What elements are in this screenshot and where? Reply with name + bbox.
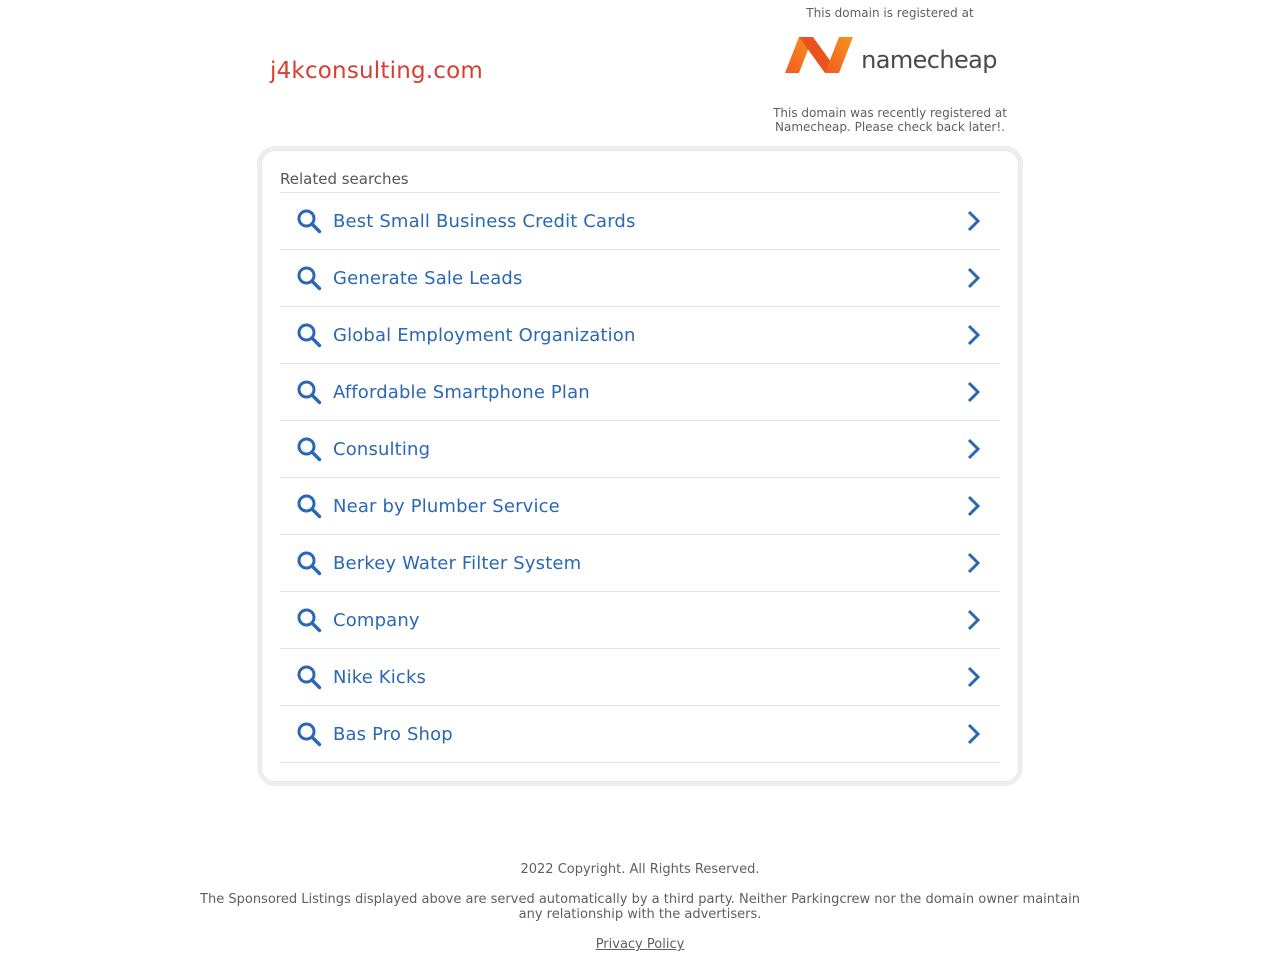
- search-icon: [296, 721, 322, 747]
- footer: [0, 862, 1280, 952]
- related-search-item[interactable]: [280, 592, 1000, 649]
- namecheap-logo-text: namecheap: [861, 46, 997, 74]
- related-search-label: Near by Plumber Service: [333, 495, 560, 517]
- namecheap-logo[interactable]: [760, 28, 1020, 86]
- related-search-label: Nike Kicks: [333, 666, 427, 688]
- search-icon: [296, 322, 322, 348]
- related-search-item[interactable]: [280, 649, 1000, 706]
- related-searches-card: [257, 146, 1023, 786]
- related-search-label: Company: [333, 609, 420, 631]
- related-search-label: Affordable Smartphone Plan: [333, 381, 590, 403]
- related-search-label: Berkey Water Filter System: [333, 552, 582, 574]
- chevron-right-icon: [966, 552, 982, 574]
- copyright-text: 2022 Copyright. All Rights Reserved.: [520, 862, 760, 877]
- search-icon: [296, 436, 322, 462]
- disclaimer-text: The Sponsored Listings displayed above are served automatically by a third party. Neither Parkingcrew nor the domain owner maintain any relationship with the advertisers.: [200, 892, 1080, 922]
- chevron-right-icon: [966, 381, 982, 403]
- related-search-item[interactable]: [280, 307, 1000, 364]
- related-search-item[interactable]: [280, 706, 1000, 763]
- related-searches-heading: Related searches: [280, 170, 409, 188]
- chevron-right-icon: [966, 666, 982, 688]
- chevron-right-icon: [966, 609, 982, 631]
- search-icon: [296, 493, 322, 519]
- related-search-label: Global Employment Organization: [333, 324, 636, 346]
- privacy-policy-link[interactable]: Privacy Policy: [595, 937, 685, 952]
- search-icon: [296, 664, 322, 690]
- registrar-panel: [760, 0, 1020, 134]
- related-search-item[interactable]: [280, 250, 1000, 307]
- chevron-right-icon: [966, 438, 982, 460]
- related-searches-list: [280, 192, 1000, 763]
- related-search-label: Generate Sale Leads: [333, 267, 523, 289]
- related-search-label: Best Small Business Credit Cards: [333, 210, 636, 232]
- chevron-right-icon: [966, 495, 982, 517]
- search-icon: [296, 208, 322, 234]
- chevron-right-icon: [966, 210, 982, 232]
- chevron-right-icon: [966, 723, 982, 745]
- registration-note: This domain was recently registered at Namecheap. Please check back later!.: [773, 106, 1007, 134]
- namecheap-n-logo-icon: [783, 35, 855, 79]
- related-search-label: Bas Pro Shop: [333, 723, 453, 745]
- related-search-label: Consulting: [333, 438, 431, 460]
- registered-at-text: This domain is registered at: [806, 6, 974, 20]
- related-search-item[interactable]: [280, 364, 1000, 421]
- related-search-item[interactable]: [280, 421, 1000, 478]
- domain-title: j4kconsulting.com: [270, 58, 484, 84]
- search-icon: [296, 265, 322, 291]
- search-icon: [296, 379, 322, 405]
- related-search-item[interactable]: [280, 478, 1000, 535]
- related-search-item[interactable]: [280, 535, 1000, 592]
- chevron-right-icon: [966, 267, 982, 289]
- related-search-item[interactable]: [280, 193, 1000, 250]
- search-icon: [296, 607, 322, 633]
- search-icon: [296, 550, 322, 576]
- chevron-right-icon: [966, 324, 982, 346]
